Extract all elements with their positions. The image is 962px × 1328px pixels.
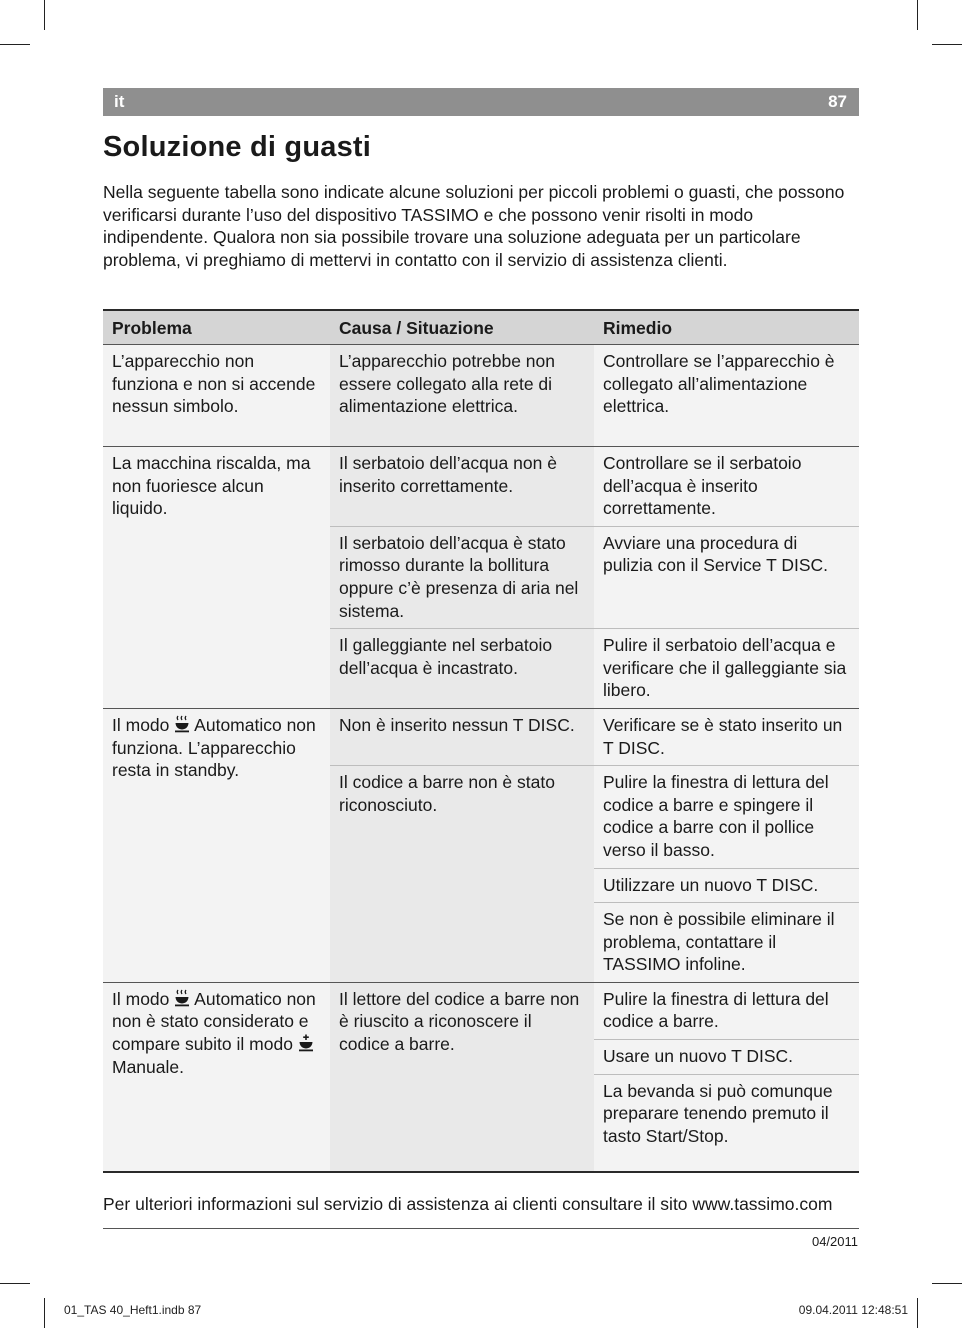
- column-header-cause: Causa / Situazione: [330, 310, 594, 345]
- page-header-bar: [103, 88, 859, 116]
- cause-cell: L’apparecchio potrebbe non essere collegato alla rete di alimentazione elettrica.: [330, 345, 594, 447]
- problem-cell: [103, 982, 330, 1172]
- print-slug-timestamp: 09.04.2011 12:48:51: [798, 1303, 908, 1317]
- table-row: [103, 447, 859, 527]
- remedy-cell: Avviare una procedura di pulizia con il Service T DISC.: [594, 526, 859, 628]
- table-row: [103, 708, 859, 765]
- problem-text-suffix: Manuale.: [112, 1056, 184, 1077]
- automatic-mode-icon: [174, 989, 190, 1007]
- cause-cell: Il serbatoio dell’acqua è stato rimosso durante la bollitura oppure c’è presenza di aria nel sistema.: [330, 526, 594, 628]
- column-header-problem: Problema: [103, 310, 330, 345]
- problem-text-prefix: Il modo: [112, 988, 170, 1009]
- footer-info-text: Per ulteriori informazioni sul servizio di assistenza ai clienti consultare il sito www.tassimo.com: [103, 1194, 833, 1214]
- crop-mark: [0, 1283, 30, 1284]
- cause-cell: Il serbatoio dell’acqua non è inserito correttamente.: [330, 447, 594, 527]
- problem-cell: L’apparecchio non funziona e non si accende nessun simbolo.: [103, 345, 330, 447]
- table-header-row: [103, 310, 859, 345]
- troubleshooting-table: [103, 309, 859, 1173]
- manual-mode-icon: [298, 1034, 314, 1052]
- cause-cell: Il codice a barre non è stato riconosciuto.: [330, 766, 594, 983]
- remedy-cell: Verificare se è stato inserito un T DISC.: [594, 708, 859, 765]
- crop-mark: [932, 1283, 962, 1284]
- problem-cell: [103, 708, 330, 982]
- crop-mark: [917, 1298, 918, 1328]
- crop-mark: [917, 0, 918, 30]
- language-code: it: [114, 92, 125, 111]
- remedy-cell: Controllare se il serbatoio dell’acqua è inserito correttamente.: [594, 447, 859, 527]
- remedy-cell: Utilizzare un nuovo T DISC.: [594, 868, 859, 903]
- table-row: [103, 982, 859, 1039]
- crop-mark: [44, 0, 45, 30]
- page-title: Soluzione di guasti: [103, 131, 372, 163]
- footer-divider: [103, 1228, 859, 1229]
- cause-cell: Il galleggiante nel serbatoio dell’acqua è incastrato.: [330, 629, 594, 709]
- edition-date: 04/2011: [811, 1234, 858, 1249]
- cause-cell: Non è inserito nessun T DISC.: [330, 708, 594, 765]
- page-number: 87: [828, 92, 847, 111]
- problem-text: Automatico non non è stato considerato e compare subito il modo: [112, 988, 316, 1055]
- crop-mark: [0, 44, 30, 45]
- table-row: [103, 345, 859, 447]
- remedy-cell: Pulire il serbatoio dell’acqua e verificare che il galleggiante sia libero.: [594, 629, 859, 709]
- automatic-mode-icon: [174, 715, 190, 733]
- remedy-cell: Controllare se l’apparecchio è collegato all’alimentazione elettrica.: [594, 345, 859, 447]
- problem-text-prefix: Il modo: [112, 714, 170, 735]
- column-header-remedy: Rimedio: [594, 310, 859, 345]
- crop-mark: [44, 1298, 45, 1328]
- problem-cell: La macchina riscalda, ma non fuoriesce alcun liquido.: [103, 447, 330, 709]
- problem-text: Automatico non funziona. L’apparecchio resta in standby.: [112, 714, 316, 781]
- crop-mark: [932, 44, 962, 45]
- remedy-cell: Usare un nuovo T DISC.: [594, 1040, 859, 1075]
- remedy-cell: Se non è possibile eliminare il problema, contattare il TASSIMO infoline.: [594, 903, 859, 983]
- cause-cell: Il lettore del codice a barre non è riuscito a riconoscere il codice a barre.: [330, 982, 594, 1172]
- print-slug-file: 01_TAS 40_Heft1.indb 87: [64, 1303, 202, 1317]
- remedy-cell: Pulire la finestra di lettura del codice a barre e spingere il codice a barre con il pollice verso il basso.: [594, 766, 859, 868]
- intro-paragraph: Nella seguente tabella sono indicate alcune soluzioni per piccoli problemi o guasti, che possono verificarsi durante l’uso del dispositivo TASSIMO e che possono venir risolti in modo indipendente. Qualora non sia possibile trovare una soluzione adeguata per un particolare problema, vi preghiamo di mettervi in contatto con il servizio di assistenza clienti.: [103, 182, 845, 270]
- remedy-cell: Pulire la finestra di lettura del codice a barre.: [594, 982, 859, 1039]
- remedy-cell: La bevanda si può comunque preparare tenendo premuto il tasto Start/Stop.: [594, 1074, 859, 1172]
